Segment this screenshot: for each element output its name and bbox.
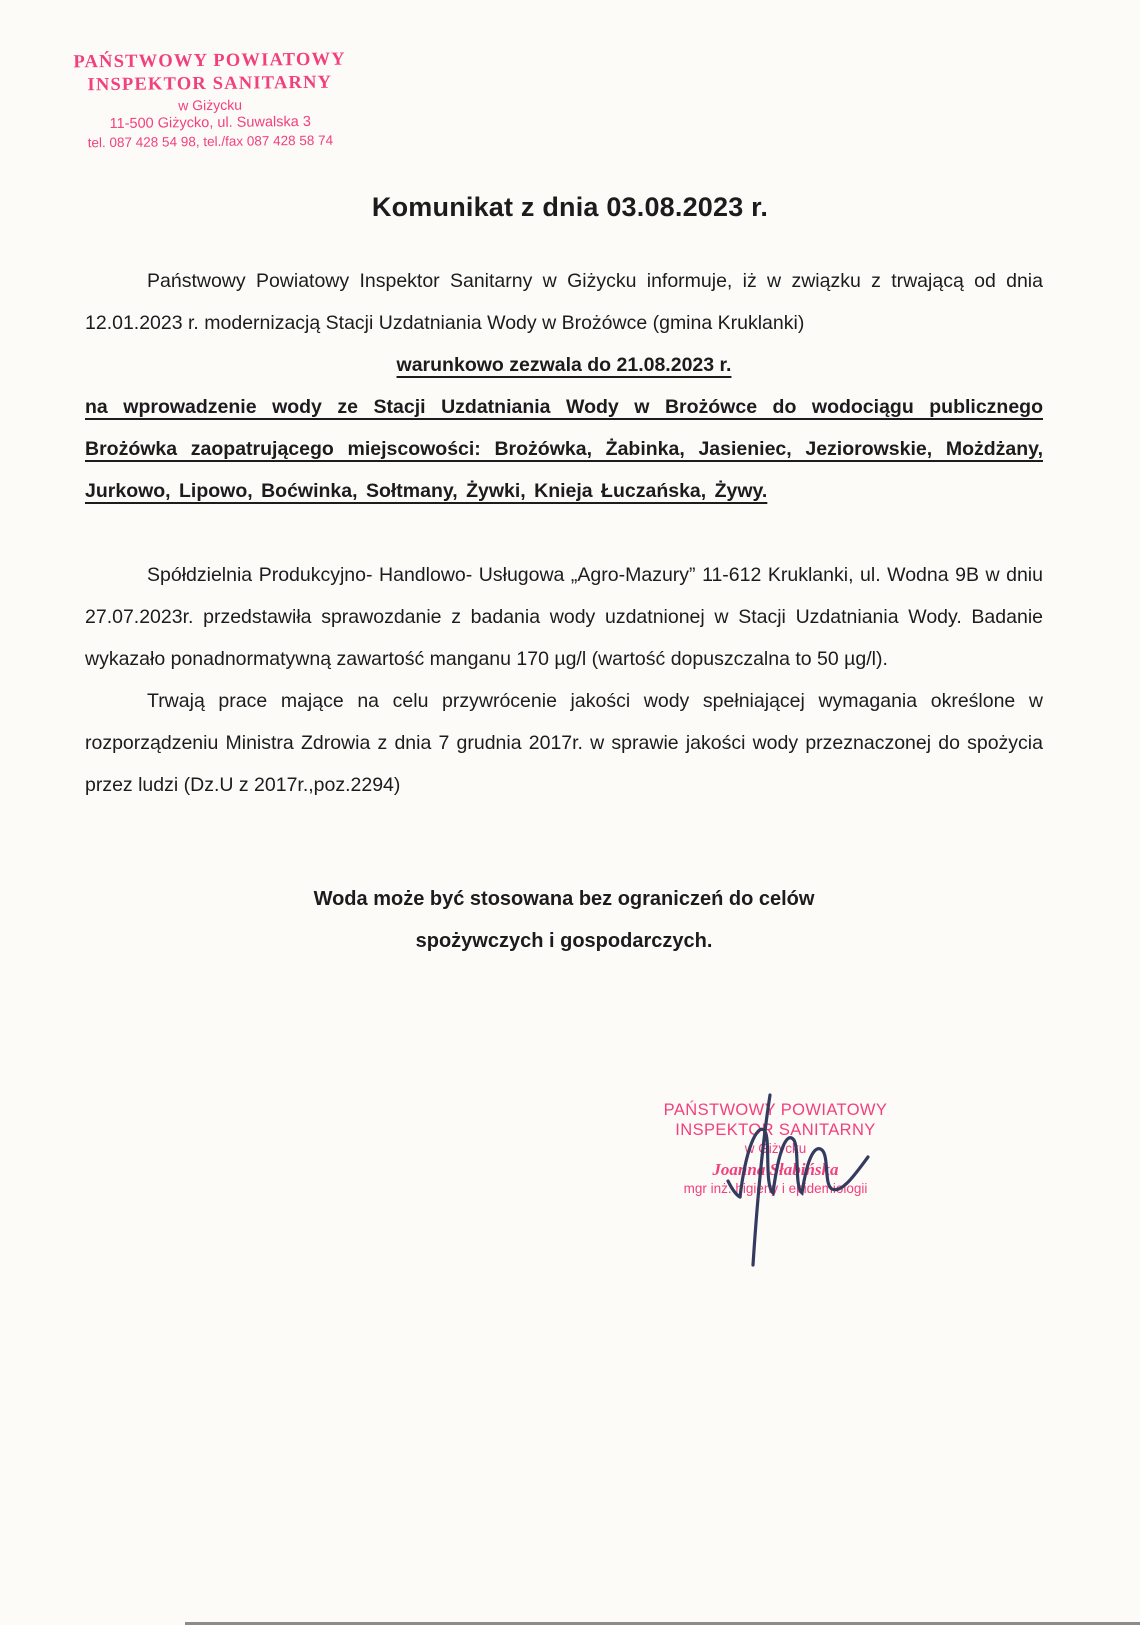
- closing-statement: [85, 878, 1043, 962]
- closing-line-2: spożywczych i gospodarczych.: [415, 930, 713, 952]
- permit-statement: warunkowo zezwala do 21.08.2023 r.: [396, 354, 732, 376]
- document-title: Komunikat z dnia 03.08.2023 r.: [371, 192, 769, 222]
- document-body: [85, 260, 1043, 962]
- header-stamp-org-line2: INSPEKTOR SANITARNY: [87, 72, 333, 96]
- footer-signature-stamp: [638, 1100, 913, 1197]
- header-office-stamp: [54, 48, 365, 151]
- paragraph-water-report: Spółdzielnia Produkcyjno- Handlowo- Usługowa „Agro-Mazury” 11-612 Kruklanki, ul. Wodna 9B w dniu 27.07.2023r. przedstawiła sprawozdanie z badania wody uzdatnionej w Stacji Uzdatniania Wody. Badanie wykazało ponadnormatywną zawartość manganu 170 µg/l (wartość dopuszczalna to 50 µg/l).: [85, 564, 1043, 670]
- header-stamp-phone: tel. 087 428 54 98, tel./fax 087 428 58 74: [87, 132, 334, 151]
- signer-title: mgr inż. higieny i epidemiologii: [683, 1181, 868, 1196]
- permit-details: na wprowadzenie wody ze Stacji Uzdatniania Wody w Brożówce do wodociągu publicznego Brożówka zaopatrującego miejscowości: Brożówka, Żabinka, Jasieniec, Jeziorowskie, Możdżany, Jurkowo, Lipowo, Boćwinka, Sołtmany, Żywki, Knieja Łuczańska, Żywy.: [85, 396, 1043, 502]
- footer-stamp-org-line2: INSPEKTOR SANITARNY: [675, 1121, 876, 1139]
- footer-stamp-location: w Giżycku: [744, 1141, 807, 1156]
- header-stamp-org-line1: PAŃSTWOWY POWIATOWY: [73, 49, 346, 73]
- footer-stamp-org-line1: PAŃSTWOWY POWIATOWY: [663, 1101, 888, 1119]
- paragraph-intro: Państwowy Powiatowy Inspektor Sanitarny w Giżycku informuje, iż w związku z trwającą od dnia 12.01.2023 r. modernizacją Stacji Uzdatniania Wody w Brożówce (gmina Kruklanki): [85, 270, 1043, 334]
- signer-name: Joanna Słabińska: [712, 1160, 839, 1179]
- header-stamp-location: w Giżycku: [178, 96, 243, 114]
- paragraph-ongoing-works: Trwają prace mające na celu przywrócenie jakości wody spełniającej wymagania określone w rozporządzeniu Ministra Zdrowia z dnia 7 grudnia 2017r. w sprawie jakości wody przeznaczonej do spożycia przez ludzi (Dz.U z 2017r.,poz.2294): [85, 690, 1043, 796]
- header-stamp-address: 11-500 Giżycko, ul. Suwalska 3: [109, 113, 311, 133]
- closing-line-1: Woda może być stosowana bez ograniczeń do celów: [313, 888, 815, 910]
